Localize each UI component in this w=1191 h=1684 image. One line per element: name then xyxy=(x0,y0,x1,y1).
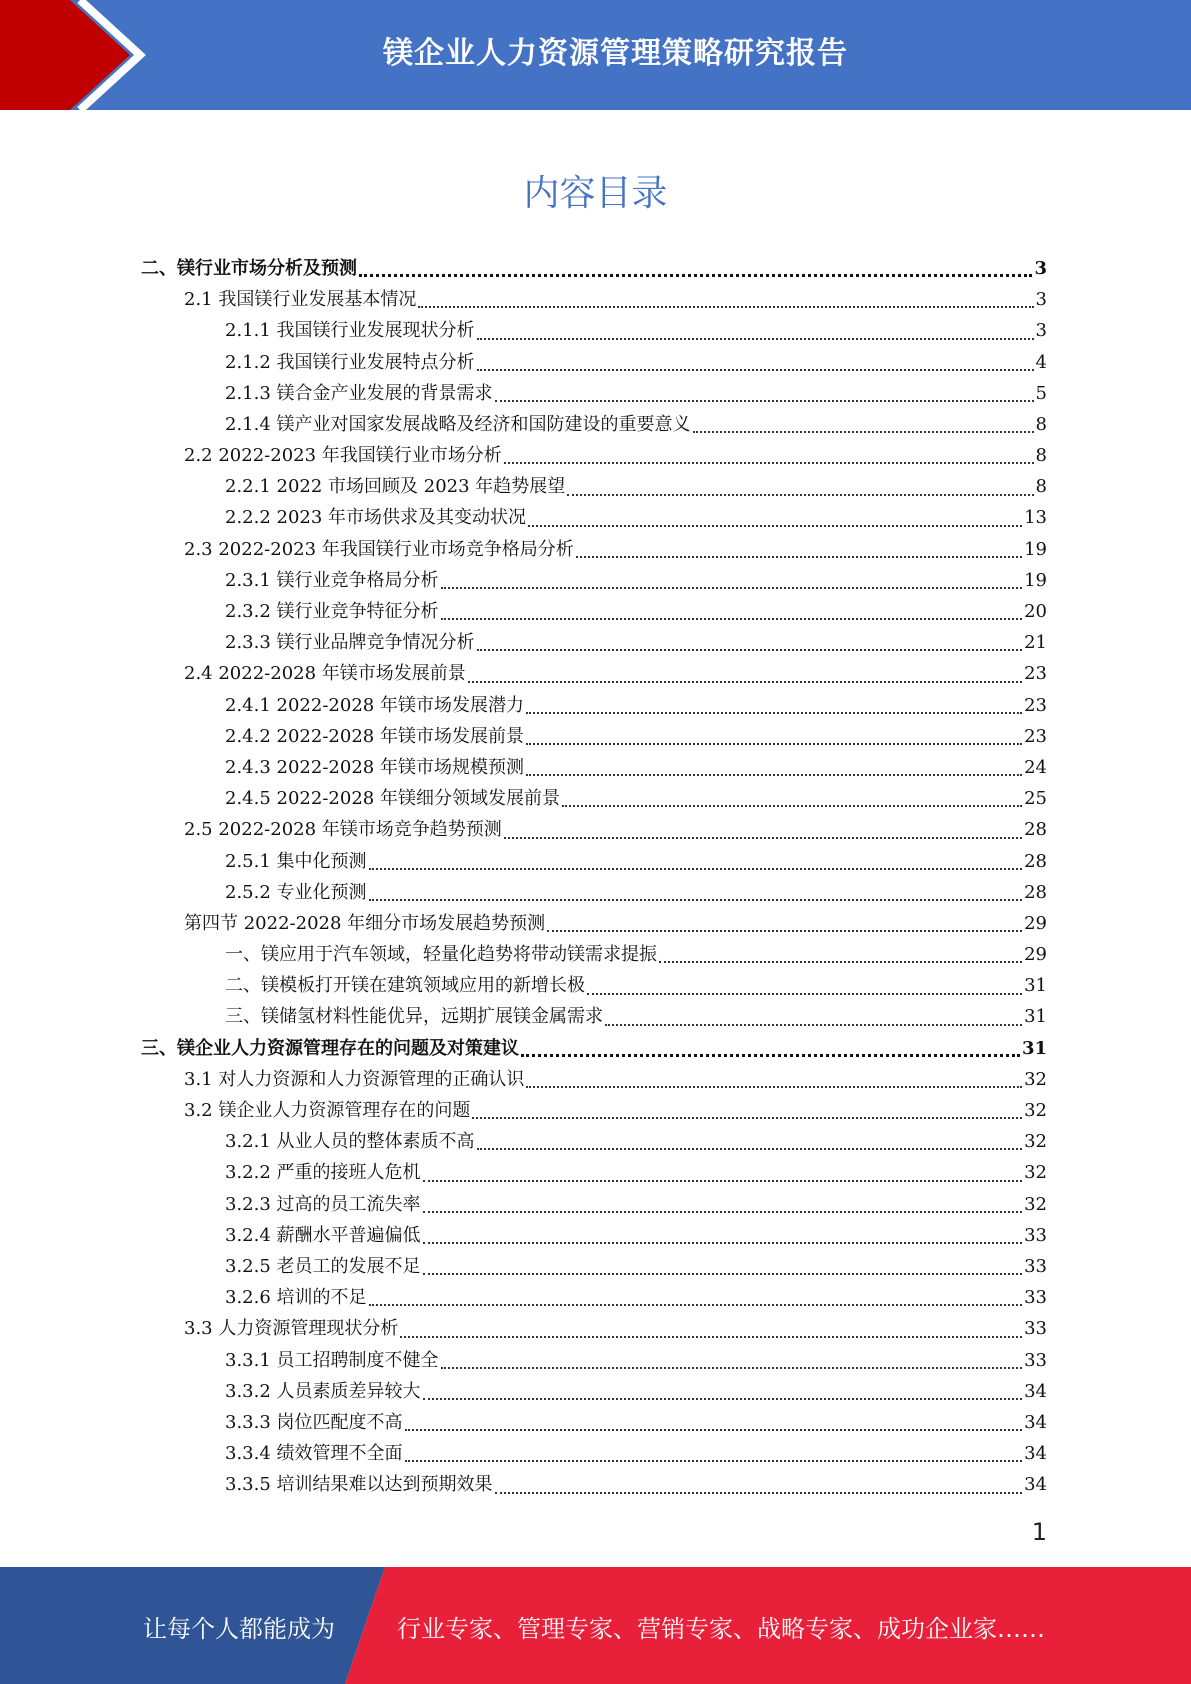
toc-entry-page: 24 xyxy=(1024,756,1047,778)
toc-dot-leader xyxy=(369,1304,1023,1306)
toc-entry-page: 31 xyxy=(1024,1006,1047,1028)
toc-dot-leader xyxy=(423,1242,1023,1244)
toc-entry[interactable] xyxy=(141,970,1047,1001)
toc-entry-page: 33 xyxy=(1024,1224,1047,1246)
toc-entry[interactable] xyxy=(141,1189,1047,1220)
toc-entry-title: 3.2.5 老员工的发展不足 xyxy=(225,1255,421,1277)
toc-entry-page: 29 xyxy=(1024,944,1047,966)
toc-entry-title: 3.2.6 培训的不足 xyxy=(225,1287,367,1309)
toc-entry-page: 23 xyxy=(1024,725,1047,747)
toc-entry-title: 3.2 镁企业人力资源管理存在的问题 xyxy=(184,1100,471,1122)
toc-entry-title: 2.4.1 2022-2028 年镁市场发展潜力 xyxy=(225,694,524,716)
toc-dot-leader xyxy=(526,743,1022,745)
footer-slogan-right: 行业专家、管理专家、营销专家、战略专家、成功企业家…… xyxy=(397,1615,1045,1643)
toc-dot-leader xyxy=(567,494,1033,496)
toc-entry-page: 21 xyxy=(1024,632,1047,654)
toc-entry[interactable] xyxy=(141,565,1047,596)
toc-entry[interactable] xyxy=(141,1157,1047,1188)
toc-dot-leader xyxy=(477,649,1023,651)
toc-entry[interactable] xyxy=(141,783,1047,814)
toc-entry-page: 31 xyxy=(1024,975,1047,997)
toc-entry-page: 32 xyxy=(1024,1068,1047,1090)
toc-entry-page: 3 xyxy=(1035,289,1047,311)
toc-dot-leader xyxy=(400,1336,1022,1338)
toc-dot-leader xyxy=(405,1429,1023,1431)
toc-entry[interactable] xyxy=(141,253,1047,284)
toc-dot-leader xyxy=(359,274,1032,277)
toc-entry-page: 34 xyxy=(1024,1443,1047,1465)
toc-entry-page: 8 xyxy=(1035,445,1047,467)
toc-entry-page: 3 xyxy=(1035,320,1047,342)
toc-dot-leader xyxy=(587,993,1022,995)
toc-entry-title: 3.3.3 岗位匹配度不高 xyxy=(225,1411,403,1433)
toc-dot-leader xyxy=(369,868,1023,870)
toc-dot-leader xyxy=(526,774,1022,776)
toc-entry-title: 3.2.3 过高的员工流失率 xyxy=(225,1193,421,1215)
toc-entry[interactable] xyxy=(141,378,1047,409)
toc-entry-page: 32 xyxy=(1024,1131,1047,1153)
toc-entry[interactable] xyxy=(141,1220,1047,1251)
toc-entry-page: 23 xyxy=(1024,694,1047,716)
toc-entry[interactable] xyxy=(141,284,1047,315)
toc-dot-leader xyxy=(477,1148,1023,1150)
toc-entry-title: 三、镁储氢材料性能优异，远期扩展镁金属需求 xyxy=(225,1006,603,1028)
toc-entry-page: 32 xyxy=(1024,1162,1047,1184)
toc-entry-title: 3.2.2 严重的接班人危机 xyxy=(225,1162,421,1184)
toc-entry-title: 2.1.3 镁合金产业发展的背景需求 xyxy=(225,382,493,404)
toc-entry-title: 2.1.4 镁产业对国家发展战略及经济和国防建设的重要意义 xyxy=(225,413,691,435)
toc-entry-title: 3.2.4 薪酬水平普遍偏低 xyxy=(225,1224,421,1246)
table-of-contents xyxy=(141,253,1047,1501)
footer-slogan-left: 让每个人都能成为 xyxy=(143,1615,335,1643)
toc-dot-leader xyxy=(477,369,1034,371)
toc-entry-page: 3 xyxy=(1034,257,1047,279)
toc-entry-page: 34 xyxy=(1024,1380,1047,1402)
toc-entry-page: 19 xyxy=(1024,538,1047,560)
toc-entry-page: 33 xyxy=(1024,1318,1047,1340)
toc-entry[interactable] xyxy=(141,1407,1047,1438)
toc-entry-title: 3.3 人力资源管理现状分析 xyxy=(184,1318,399,1340)
page-number: 1 xyxy=(1031,1518,1047,1546)
toc-entry[interactable] xyxy=(141,877,1047,908)
toc-entry[interactable] xyxy=(141,721,1047,752)
toc-entry-title: 3.2.1 从业人员的整体素质不高 xyxy=(225,1131,475,1153)
toc-entry-page: 23 xyxy=(1024,663,1047,685)
toc-entry-page: 34 xyxy=(1024,1474,1047,1496)
toc-entry-page: 32 xyxy=(1024,1193,1047,1215)
toc-heading: 内容目录 xyxy=(523,173,668,214)
toc-entry-title: 2.5.1 集中化预测 xyxy=(225,850,367,872)
toc-dot-leader xyxy=(468,681,1022,683)
toc-entry-title: 2.4 2022-2028 年镁市场发展前景 xyxy=(184,663,466,685)
toc-entry[interactable] xyxy=(141,1251,1047,1282)
toc-entry-page: 5 xyxy=(1035,382,1047,404)
toc-entry-title: 3.3.4 绩效管理不全面 xyxy=(225,1443,403,1465)
toc-entry[interactable] xyxy=(141,1345,1047,1376)
toc-entry-page: 34 xyxy=(1024,1411,1047,1433)
toc-dot-leader xyxy=(423,1180,1023,1182)
toc-dot-leader xyxy=(441,1367,1023,1369)
toc-entry[interactable] xyxy=(141,596,1047,627)
toc-entry-page: 33 xyxy=(1024,1287,1047,1309)
toc-entry[interactable] xyxy=(141,908,1047,939)
toc-entry[interactable] xyxy=(141,1095,1047,1126)
toc-dot-leader xyxy=(495,400,1034,402)
toc-dot-leader xyxy=(504,837,1022,839)
toc-dot-leader xyxy=(418,306,1033,308)
toc-entry-title: 3.3.1 员工招聘制度不健全 xyxy=(225,1349,439,1371)
toc-entry[interactable] xyxy=(141,1469,1047,1500)
toc-entry-page: 13 xyxy=(1024,507,1047,529)
toc-dot-leader xyxy=(477,338,1034,340)
toc-dot-leader xyxy=(605,1024,1022,1026)
toc-dot-leader xyxy=(526,712,1022,714)
toc-entry[interactable] xyxy=(141,1064,1047,1095)
toc-entry-title: 2.1.1 我国镁行业发展现状分析 xyxy=(225,320,475,342)
toc-entry-title: 2.1 我国镁行业发展基本情况 xyxy=(184,289,417,311)
toc-entry-title: 三、镁企业人力资源管理存在的问题及对策建议 xyxy=(141,1037,519,1059)
toc-dot-leader xyxy=(528,525,1022,527)
toc-entry-page: 20 xyxy=(1024,601,1047,623)
toc-entry-title: 2.4.5 2022-2028 年镁细分领域发展前景 xyxy=(225,788,560,810)
toc-entry-page: 32 xyxy=(1024,1100,1047,1122)
toc-dot-leader xyxy=(576,556,1022,558)
toc-entry[interactable] xyxy=(141,1126,1047,1157)
toc-dot-leader xyxy=(472,1117,1022,1119)
toc-entry[interactable] xyxy=(141,409,1047,440)
toc-entry[interactable] xyxy=(141,471,1047,502)
toc-entry-page: 28 xyxy=(1024,850,1047,872)
toc-entry-title: 2.2 2022-2023 年我国镁行业市场分析 xyxy=(184,445,502,467)
toc-entry-title: 二、镁模板打开镁在建筑领域应用的新增长极 xyxy=(225,975,585,997)
toc-dot-leader xyxy=(659,961,1022,963)
toc-entry-title: 2.3 2022-2023 年我国镁行业市场竞争格局分析 xyxy=(184,538,574,560)
toc-dot-leader xyxy=(423,1273,1023,1275)
toc-entry-title: 2.3.1 镁行业竞争格局分析 xyxy=(225,569,439,591)
toc-entry-title: 一、镁应用于汽车领域，轻量化趋势将带动镁需求提振 xyxy=(225,944,657,966)
toc-dot-leader xyxy=(495,1492,1023,1494)
toc-dot-leader xyxy=(423,1398,1023,1400)
toc-entry[interactable] xyxy=(141,939,1047,970)
toc-entry-title: 二、镁行业市场分析及预测 xyxy=(141,257,357,279)
toc-entry[interactable] xyxy=(141,1376,1047,1407)
page-header xyxy=(0,0,1191,110)
toc-entry-title: 2.3.2 镁行业竞争特征分析 xyxy=(225,601,439,623)
toc-entry[interactable] xyxy=(141,1313,1047,1344)
toc-dot-leader xyxy=(405,1460,1023,1462)
toc-entry-title: 3.3.5 培训结果难以达到预期效果 xyxy=(225,1474,493,1496)
toc-dot-leader xyxy=(693,431,1034,433)
toc-entry-title: 3.1 对人力资源和人力资源管理的正确认识 xyxy=(184,1068,525,1090)
toc-entry-title: 第四节 2022-2028 年细分市场发展趋势预测 xyxy=(184,912,546,934)
toc-entry-page: 4 xyxy=(1035,351,1047,373)
toc-entry-page: 33 xyxy=(1024,1255,1047,1277)
toc-dot-leader xyxy=(526,1086,1022,1088)
toc-entry[interactable] xyxy=(141,1002,1047,1033)
toc-entry[interactable] xyxy=(141,690,1047,721)
toc-entry-title: 3.3.2 人员素质差异较大 xyxy=(225,1380,421,1402)
toc-entry-title: 2.5 2022-2028 年镁市场竞争趋势预测 xyxy=(184,819,502,841)
toc-entry[interactable] xyxy=(141,814,1047,845)
toc-entry-page: 28 xyxy=(1024,881,1047,903)
toc-entry-page: 8 xyxy=(1035,413,1047,435)
toc-dot-leader xyxy=(504,462,1034,464)
toc-entry[interactable] xyxy=(141,846,1047,877)
toc-entry-page: 25 xyxy=(1024,788,1047,810)
toc-entry[interactable] xyxy=(141,534,1047,565)
toc-entry-title: 2.1.2 我国镁行业发展特点分析 xyxy=(225,351,475,373)
toc-entry-title: 2.2.2 2023 年市场供求及其变动状况 xyxy=(225,507,527,529)
toc-entry[interactable] xyxy=(141,752,1047,783)
toc-dot-leader xyxy=(441,618,1023,620)
toc-entry[interactable] xyxy=(141,627,1047,658)
toc-entry-title: 2.5.2 专业化预测 xyxy=(225,881,367,903)
toc-dot-leader xyxy=(562,805,1022,807)
toc-dot-leader xyxy=(423,1211,1023,1213)
toc-dot-leader xyxy=(547,930,1022,932)
toc-dot-leader xyxy=(521,1054,1020,1057)
toc-entry-page: 29 xyxy=(1024,912,1047,934)
toc-entry-title: 2.4.3 2022-2028 年镁市场规模预测 xyxy=(225,756,524,778)
toc-entry[interactable] xyxy=(141,347,1047,378)
toc-entry-page: 31 xyxy=(1021,1037,1047,1059)
toc-entry[interactable] xyxy=(141,1438,1047,1469)
toc-entry-title: 2.2.1 2022 市场回顾及 2023 年趋势展望 xyxy=(225,476,566,498)
report-title: 镁企业人力资源管理策略研究报告 xyxy=(383,36,848,71)
toc-entry[interactable] xyxy=(141,315,1047,346)
page-footer xyxy=(0,1567,1191,1684)
toc-entry-page: 33 xyxy=(1024,1349,1047,1371)
toc-entry-title: 2.3.3 镁行业品牌竞争情况分析 xyxy=(225,632,475,654)
toc-entry-page: 28 xyxy=(1024,819,1047,841)
toc-dot-leader xyxy=(441,587,1023,589)
toc-entry-page: 19 xyxy=(1024,569,1047,591)
toc-entry-page: 8 xyxy=(1035,476,1047,498)
toc-entry-title: 2.4.2 2022-2028 年镁市场发展前景 xyxy=(225,725,524,747)
toc-dot-leader xyxy=(369,899,1023,901)
toc-entry[interactable] xyxy=(141,503,1047,534)
toc-entry[interactable] xyxy=(141,1033,1047,1064)
toc-entry[interactable] xyxy=(141,1282,1047,1313)
toc-entry[interactable] xyxy=(141,658,1047,689)
toc-entry[interactable] xyxy=(141,440,1047,471)
